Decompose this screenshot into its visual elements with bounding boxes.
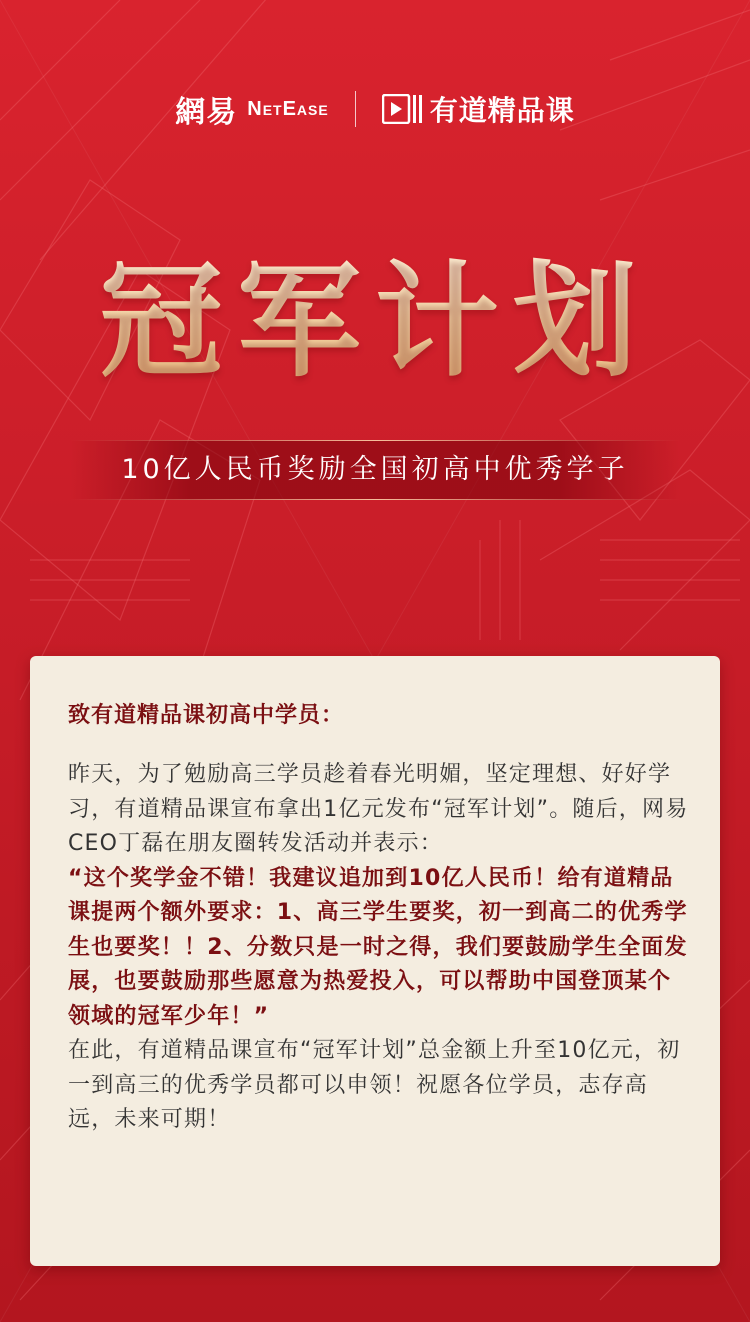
letter-greeting: 致有道精品课初高中学员： <box>68 703 345 728</box>
letter-paragraph-1: 昨天，为了勉励高三学员趁着春光明媚，坚定理想、好好学习，有道精品课宣布拿出1亿元发布“冠军计划”。随后，网易CEO丁磊在朋友圈转发活动并表示： <box>68 762 689 856</box>
youdao-logo <box>382 89 575 129</box>
youdao-logo-text: 有道精品课 <box>429 94 575 127</box>
letter-card <box>30 656 720 1266</box>
letter-paragraph-2: 在此，有道精品课宣布“冠军计划”总金额上升至10亿元，初一到高三的优秀学员都可以申领！祝愿各位学员，志存高远，未来可期！ <box>68 1038 681 1132</box>
subtitle: 10亿人民币奖励全国初高中优秀学子 <box>121 454 629 485</box>
netease-logo-chinese: 網易 <box>175 95 238 130</box>
subtitle-band <box>70 440 680 500</box>
ceo-quote: “这个奖学金不错！我建议追加到10亿人民币！给有道精品课提两个额外要求：1、高三学生要奖，初一到高二的优秀学生也要奖！！2、分数只是一时之得，我们要鼓励学生全面发展，也要鼓励那些愿意为热爱投入，可以帮助中国登顶某个领域的冠军少年！” <box>68 865 688 1029</box>
netease-logo-english: NetEase <box>247 97 329 120</box>
page-title: 冠军计划 <box>0 222 750 400</box>
brand-header <box>0 84 750 134</box>
logo-divider <box>355 91 356 127</box>
play-icon <box>382 94 422 124</box>
netease-logo <box>175 87 328 131</box>
letter-body <box>68 758 690 1138</box>
